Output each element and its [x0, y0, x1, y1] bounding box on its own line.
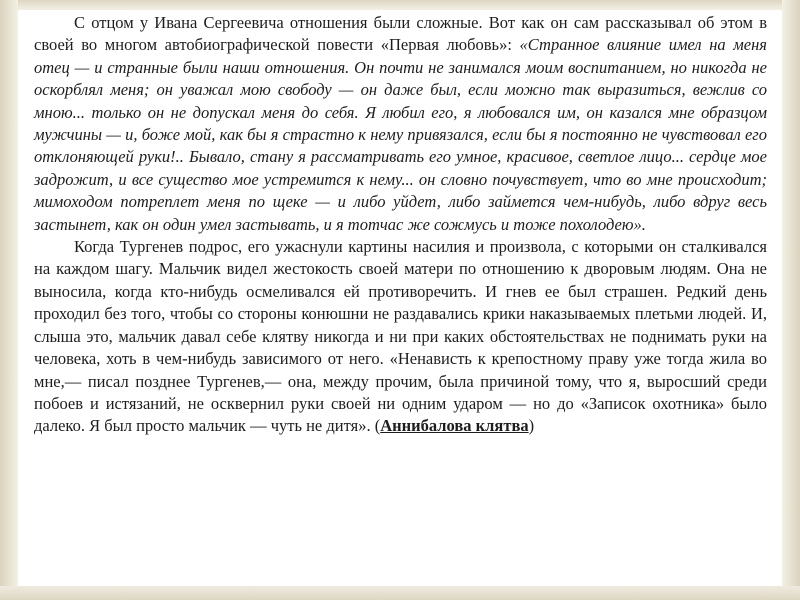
paragraph-serfdom-text: Когда Тургенев подрос, его ужаснули картины насилия и произвола, с которыми он сталкивался на каждом шагу. Мальчик видел жестокость своей матери по отношению к дворовым людям. Она не выносила, когда кто-нибудь осмеливался ей противоречить. И гнев ее был страшен. Редкий день проходил без того, чтобы со стороны конюшни не раздавались крики наказываемых плетьми людей. И, слыша это, мальчик давал себе клятву никогда и ни при каких обстоятельствах не поднимать руки на человека, хоть в чем-нибудь зависимого от него. «Ненависть к крепостному праву уже тогда жила во мне,— писал позднее Тургенев,— она, между прочим, была причиной тому, что я, выросший среди побоев и истязаний, не осквернил руки своей ни одним ударом — но до «Записок охотника» было далеко. Я был просто мальчик — чуть не дитя». — [34, 237, 767, 436]
hannibal-oath-link[interactable]: Аннибалова клятва — [380, 416, 529, 436]
paragraph-serfdom — [34, 236, 767, 438]
paragraph-father — [34, 12, 767, 236]
frame-bottom-edge — [0, 586, 800, 600]
frame-top-edge — [0, 0, 800, 10]
slide-text — [34, 12, 767, 438]
first-love-quote: «Странное влияние имел на меня отец — и странные были наши отношения. Он почти не занимался моим воспитанием, но никогда не оскорблял меня; он уважал мою свободу — он даже был, если можно так выразиться, вежлив со мною... только он не допускал меня до себя. Я любил его, я любовался им, он казался мне образцом мужчины — и, боже мой, как бы я страстно к нему привязался, если бы я постоянно не чувствовал его отклоняющей руки!.. Бывало, стану я рассматривать его умное, красивое, светлое лицо... сердце мое задрожит, и все существо мое устремится к нему... он словно почувствует, что во мне происходит; мимоходом потреплет меня по щеке — и либо уйдет, либо займется чем-нибудь, либо вдруг весь застынет, как он один умел застывать, и я тотчас же сожмусь и тоже похолодею». — [34, 35, 767, 234]
paren-close: ) — [528, 416, 535, 436]
paragraph-father-lead: С отцом у Ивана Сергеевича отношения были сложные. Вот как он сам рассказывал об этом в своей во многом автобиографической повести «Первая любовь»: — [34, 13, 767, 55]
paren-open: ( — [374, 416, 381, 436]
frame-right-edge — [782, 0, 800, 600]
frame-left-edge — [0, 0, 18, 600]
